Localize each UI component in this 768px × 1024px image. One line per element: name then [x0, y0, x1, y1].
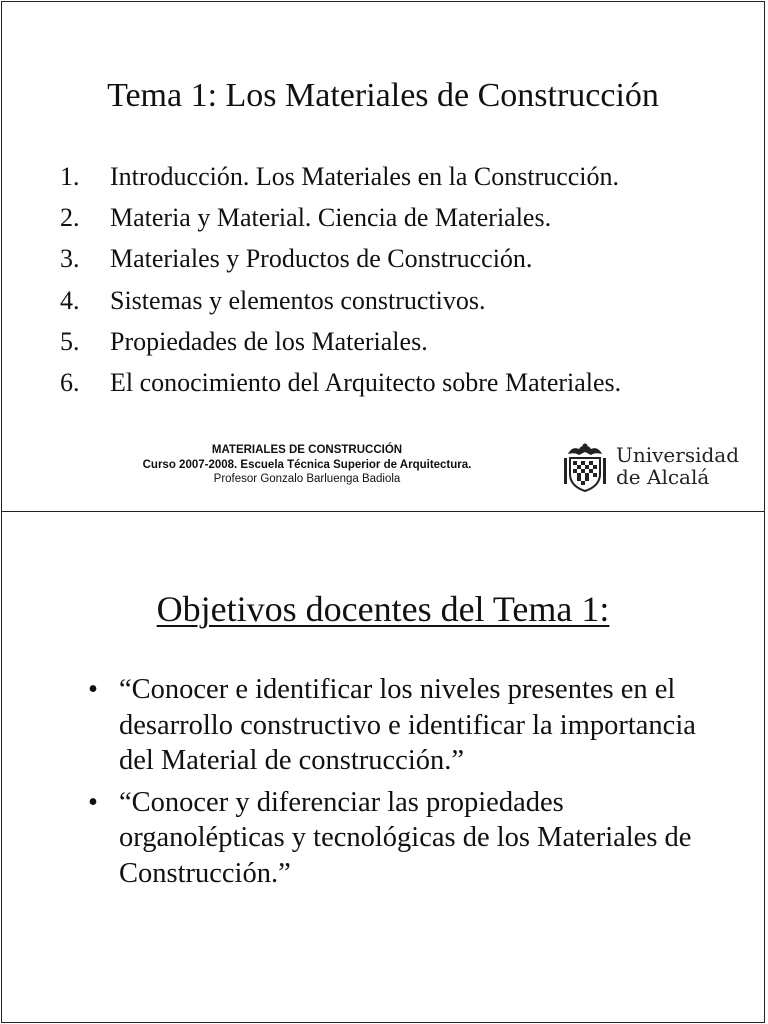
university-name-line1: Universidad — [616, 443, 740, 467]
list-item-number: 2. — [60, 203, 80, 233]
list-item-number: 6. — [60, 368, 80, 398]
course-footer — [106, 443, 508, 487]
footer-professor: Profesor Gonzalo Barluenga Badiola — [213, 473, 401, 485]
topic-list — [60, 156, 621, 403]
list-item-text: “Conocer y diferenciar las propiedades organolépticas y tecnológicas de los Materiales de Construcción.” — [119, 786, 692, 889]
footer-course-name: MATERIALES DE CONSTRUCCIÓN — [211, 444, 403, 456]
list-item — [60, 321, 621, 362]
list-item — [60, 280, 621, 321]
slide-1-title: Tema 1: Los Materiales de Construcción — [107, 77, 659, 114]
list-item — [60, 238, 621, 279]
slide-1 — [1, 1, 765, 512]
list-item-text: El conocimiento del Arquitecto sobre Materiales. — [110, 368, 622, 398]
list-item — [60, 156, 621, 197]
university-name — [616, 444, 739, 488]
university-logo — [562, 440, 739, 492]
list-item — [88, 785, 708, 892]
list-item-text: Materiales y Productos de Construcción. — [110, 244, 533, 274]
list-item — [60, 362, 621, 403]
list-item-number: 1. — [60, 162, 80, 191]
slide-2-title — [2, 588, 764, 630]
list-item-number: 3. — [60, 244, 80, 274]
list-item-text: Sistemas y elementos constructivos. — [110, 285, 486, 315]
slide-2 — [1, 511, 765, 1023]
list-item-text: “Conocer e identificar los niveles presentes en el desarrollo constructivo e identificar la importancia del Material de construcción.” — [119, 674, 696, 776]
bullet-icon: • — [88, 786, 98, 818]
list-item-text: Materia y Material. Ciencia de Materiales. — [110, 203, 552, 233]
university-name-line2: de Alcalá — [616, 465, 710, 489]
list-item-number: 4. — [60, 285, 80, 315]
list-item — [88, 672, 708, 779]
list-item-number: 5. — [60, 326, 80, 356]
university-crest-icon — [562, 440, 608, 492]
slide-2-title-text: Objetivos docentes del Tema 1: — [156, 589, 610, 629]
list-item-text: Introducción. Los Materiales en la Construcción. — [110, 162, 620, 191]
objectives-list — [88, 672, 708, 897]
footer-course-year: Curso 2007-2008. Escuela Técnica Superior de Arquitectura. — [142, 458, 472, 471]
list-item — [60, 197, 621, 238]
bullet-icon: • — [88, 674, 98, 705]
list-item-text: Propiedades de los Materiales. — [110, 326, 428, 356]
